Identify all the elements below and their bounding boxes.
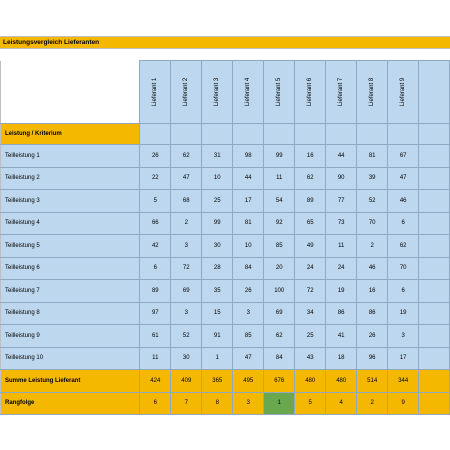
value-cell[interactable]: 514	[357, 370, 388, 393]
value-cell[interactable]: 69	[264, 302, 295, 325]
value-cell[interactable]: 46	[357, 257, 388, 280]
value-cell[interactable]: 84	[264, 347, 295, 370]
value-cell[interactable]: 480	[326, 370, 357, 393]
value-cell[interactable]: 495	[233, 370, 264, 393]
table-row	[1, 212, 450, 235]
row-label[interactable]: Teilleistung 1	[1, 145, 140, 168]
value-cell[interactable]: 9	[388, 392, 419, 415]
value-cell[interactable]: 30	[171, 347, 202, 370]
comparison-table	[0, 60, 450, 415]
supplier-header-label: Lieferant 9	[400, 77, 407, 107]
value-cell[interactable]: 54	[264, 190, 295, 213]
value-cell[interactable]: 85	[233, 325, 264, 348]
value-cell[interactable]: 77	[326, 190, 357, 213]
value-cell[interactable]: 26	[233, 280, 264, 303]
value-cell[interactable]: 70	[388, 257, 419, 280]
value-cell[interactable]: 85	[264, 235, 295, 258]
value-cell[interactable]: 11	[264, 167, 295, 190]
value-cell[interactable]: 5	[295, 392, 326, 415]
row-label[interactable]: Teilleistung 2	[1, 167, 140, 190]
value-cell[interactable]: 42	[140, 235, 171, 258]
value-cell[interactable]: 7	[171, 392, 202, 415]
value-cell[interactable]: 66	[140, 212, 171, 235]
value-cell[interactable]: 44	[233, 167, 264, 190]
value-cell[interactable]: 62	[264, 325, 295, 348]
value-cell[interactable]: 70	[357, 212, 388, 235]
value-cell[interactable]: 62	[171, 145, 202, 168]
value-cell[interactable]: 72	[171, 257, 202, 280]
sum-row	[1, 370, 450, 393]
value-cell[interactable]: 1	[264, 392, 295, 415]
supplier-header-7[interactable]	[326, 61, 357, 124]
value-cell[interactable]: 52	[357, 190, 388, 213]
row-label[interactable]: Teilleistung 6	[1, 257, 140, 280]
supplier-header-8[interactable]	[357, 61, 388, 124]
value-cell[interactable]: 62	[295, 167, 326, 190]
value-cell[interactable]: 5	[140, 190, 171, 213]
extra-cell[interactable]	[419, 257, 450, 280]
value-cell[interactable]: 47	[233, 347, 264, 370]
table-row	[1, 325, 450, 348]
header-spacer-cell[interactable]	[264, 124, 295, 145]
value-cell[interactable]: 92	[264, 212, 295, 235]
value-cell[interactable]: 17	[233, 190, 264, 213]
supplier-header-label: Lieferant 2	[183, 77, 190, 107]
row-label[interactable]: Teilleistung 9	[1, 325, 140, 348]
extra-cell[interactable]	[419, 145, 450, 168]
value-cell[interactable]: 68	[171, 190, 202, 213]
value-cell[interactable]: 16	[295, 145, 326, 168]
header-spacer-cell[interactable]	[326, 124, 357, 145]
header-spacer-cell[interactable]	[171, 124, 202, 145]
value-cell[interactable]: 11	[140, 347, 171, 370]
value-cell[interactable]: 31	[202, 145, 233, 168]
value-cell[interactable]: 6	[388, 280, 419, 303]
value-cell[interactable]: 67	[388, 145, 419, 168]
corner-label[interactable]: Leistung / Kriterium	[1, 124, 140, 145]
value-cell[interactable]: 39	[357, 167, 388, 190]
supplier-header-label: Lieferant 5	[276, 77, 283, 107]
value-cell[interactable]: 409	[171, 370, 202, 393]
value-cell[interactable]: 81	[357, 145, 388, 168]
table-row	[1, 302, 450, 325]
sheet-title[interactable]: Leistungsvergleich Lieferanten	[0, 36, 450, 49]
extra-cell[interactable]	[419, 212, 450, 235]
value-cell[interactable]: 99	[264, 145, 295, 168]
value-cell[interactable]: 100	[264, 280, 295, 303]
extra-header-cell[interactable]	[419, 61, 450, 124]
supplier-header-1[interactable]	[140, 61, 171, 124]
row-label[interactable]: Teilleistung 7	[1, 280, 140, 303]
value-cell[interactable]: 41	[326, 325, 357, 348]
value-cell[interactable]: 2	[171, 212, 202, 235]
value-cell[interactable]: 2	[357, 235, 388, 258]
supplier-header-label: Lieferant 7	[338, 77, 345, 107]
value-cell[interactable]: 24	[326, 257, 357, 280]
value-cell[interactable]: 25	[202, 190, 233, 213]
header-blank-cell[interactable]	[1, 61, 140, 124]
value-cell[interactable]: 424	[140, 370, 171, 393]
value-cell[interactable]: 3	[388, 325, 419, 348]
supplier-header-label: Lieferant 6	[307, 77, 314, 107]
value-cell[interactable]: 86	[326, 302, 357, 325]
table-row	[1, 235, 450, 258]
rank-row	[1, 392, 450, 415]
value-cell[interactable]: 24	[295, 257, 326, 280]
header-spacer-cell[interactable]	[419, 124, 450, 145]
header-spacer-cell[interactable]	[388, 124, 419, 145]
header-spacer-cell[interactable]	[357, 124, 388, 145]
row-label[interactable]: Teilleistung 10	[1, 347, 140, 370]
extra-cell[interactable]	[419, 370, 450, 393]
extra-cell[interactable]	[419, 280, 450, 303]
header-spacer-cell[interactable]	[295, 124, 326, 145]
value-cell[interactable]: 84	[233, 257, 264, 280]
header-spacer-cell[interactable]	[202, 124, 233, 145]
value-cell[interactable]: 52	[171, 325, 202, 348]
table-row	[1, 190, 450, 213]
value-cell[interactable]: 6	[140, 392, 171, 415]
value-cell[interactable]: 2	[357, 392, 388, 415]
row-label[interactable]: Teilleistung 3	[1, 190, 140, 213]
value-cell[interactable]: 72	[295, 280, 326, 303]
value-cell[interactable]: 26	[140, 145, 171, 168]
corner-label-row	[1, 124, 450, 145]
value-cell[interactable]: 34	[295, 302, 326, 325]
value-cell[interactable]: 98	[233, 145, 264, 168]
supplier-header-label: Lieferant 8	[369, 77, 376, 107]
table-row	[1, 347, 450, 370]
supplier-header-6[interactable]	[295, 61, 326, 124]
value-cell[interactable]: 97	[140, 302, 171, 325]
value-cell[interactable]: 28	[202, 257, 233, 280]
value-cell[interactable]: 6	[140, 257, 171, 280]
value-cell[interactable]: 344	[388, 370, 419, 393]
value-cell[interactable]: 4	[326, 392, 357, 415]
value-cell[interactable]: 49	[295, 235, 326, 258]
row-label[interactable]: Teilleistung 4	[1, 212, 140, 235]
extra-cell[interactable]	[419, 190, 450, 213]
value-cell[interactable]: 8	[202, 392, 233, 415]
extra-cell[interactable]	[419, 167, 450, 190]
value-cell[interactable]: 1	[202, 347, 233, 370]
value-cell[interactable]: 89	[295, 190, 326, 213]
value-cell[interactable]: 65	[295, 212, 326, 235]
header-spacer-cell[interactable]	[140, 124, 171, 145]
spreadsheet	[0, 36, 450, 49]
value-cell[interactable]: 19	[388, 302, 419, 325]
value-cell[interactable]: 90	[326, 167, 357, 190]
value-cell[interactable]: 3	[171, 302, 202, 325]
value-cell[interactable]: 3	[233, 392, 264, 415]
value-cell[interactable]: 18	[326, 347, 357, 370]
supplier-header-3[interactable]	[202, 61, 233, 124]
supplier-header-label: Lieferant 3	[214, 77, 221, 107]
table-row	[1, 280, 450, 303]
value-cell[interactable]: 22	[140, 167, 171, 190]
supplier-header-4[interactable]	[233, 61, 264, 124]
value-cell[interactable]: 69	[171, 280, 202, 303]
value-cell[interactable]: 10	[202, 167, 233, 190]
value-cell[interactable]: 30	[202, 235, 233, 258]
table-row	[1, 145, 450, 168]
extra-cell[interactable]	[419, 302, 450, 325]
value-cell[interactable]: 81	[233, 212, 264, 235]
extra-cell[interactable]	[419, 325, 450, 348]
extra-cell[interactable]	[419, 392, 450, 415]
value-cell[interactable]: 11	[326, 235, 357, 258]
value-cell[interactable]: 86	[357, 302, 388, 325]
value-cell[interactable]: 47	[171, 167, 202, 190]
value-cell[interactable]: 16	[357, 280, 388, 303]
extra-cell[interactable]	[419, 347, 450, 370]
value-cell[interactable]: 15	[202, 302, 233, 325]
value-cell[interactable]: 47	[388, 167, 419, 190]
value-cell[interactable]: 46	[388, 190, 419, 213]
value-cell[interactable]: 19	[326, 280, 357, 303]
table-row	[1, 167, 450, 190]
value-cell[interactable]: 99	[202, 212, 233, 235]
value-cell[interactable]: 676	[264, 370, 295, 393]
value-cell[interactable]: 365	[202, 370, 233, 393]
value-cell[interactable]: 20	[264, 257, 295, 280]
value-cell[interactable]: 61	[140, 325, 171, 348]
value-cell[interactable]: 35	[202, 280, 233, 303]
value-cell[interactable]: 17	[388, 347, 419, 370]
header-row	[1, 61, 450, 124]
value-cell[interactable]: 43	[295, 347, 326, 370]
value-cell[interactable]: 44	[326, 145, 357, 168]
value-cell[interactable]: 480	[295, 370, 326, 393]
supplier-header-2[interactable]	[171, 61, 202, 124]
value-cell[interactable]: 26	[357, 325, 388, 348]
supplier-header-9[interactable]	[388, 61, 419, 124]
value-cell[interactable]: 3	[233, 302, 264, 325]
value-cell[interactable]: 73	[326, 212, 357, 235]
row-label[interactable]: Rangfolge	[1, 392, 140, 415]
value-cell[interactable]: 10	[233, 235, 264, 258]
extra-cell[interactable]	[419, 235, 450, 258]
supplier-header-5[interactable]	[264, 61, 295, 124]
row-label[interactable]: Teilleistung 8	[1, 302, 140, 325]
value-cell[interactable]: 25	[295, 325, 326, 348]
value-cell[interactable]: 3	[171, 235, 202, 258]
supplier-header-label: Lieferant 4	[245, 77, 252, 107]
value-cell[interactable]: 89	[140, 280, 171, 303]
value-cell[interactable]: 96	[357, 347, 388, 370]
row-label[interactable]: Teilleistung 5	[1, 235, 140, 258]
row-label[interactable]: Summe Leistung Lieferant	[1, 370, 140, 393]
supplier-header-label: Lieferant 1	[152, 77, 159, 107]
header-spacer-cell[interactable]	[233, 124, 264, 145]
table-row	[1, 257, 450, 280]
value-cell[interactable]: 91	[202, 325, 233, 348]
value-cell[interactable]: 6	[388, 212, 419, 235]
value-cell[interactable]: 62	[388, 235, 419, 258]
